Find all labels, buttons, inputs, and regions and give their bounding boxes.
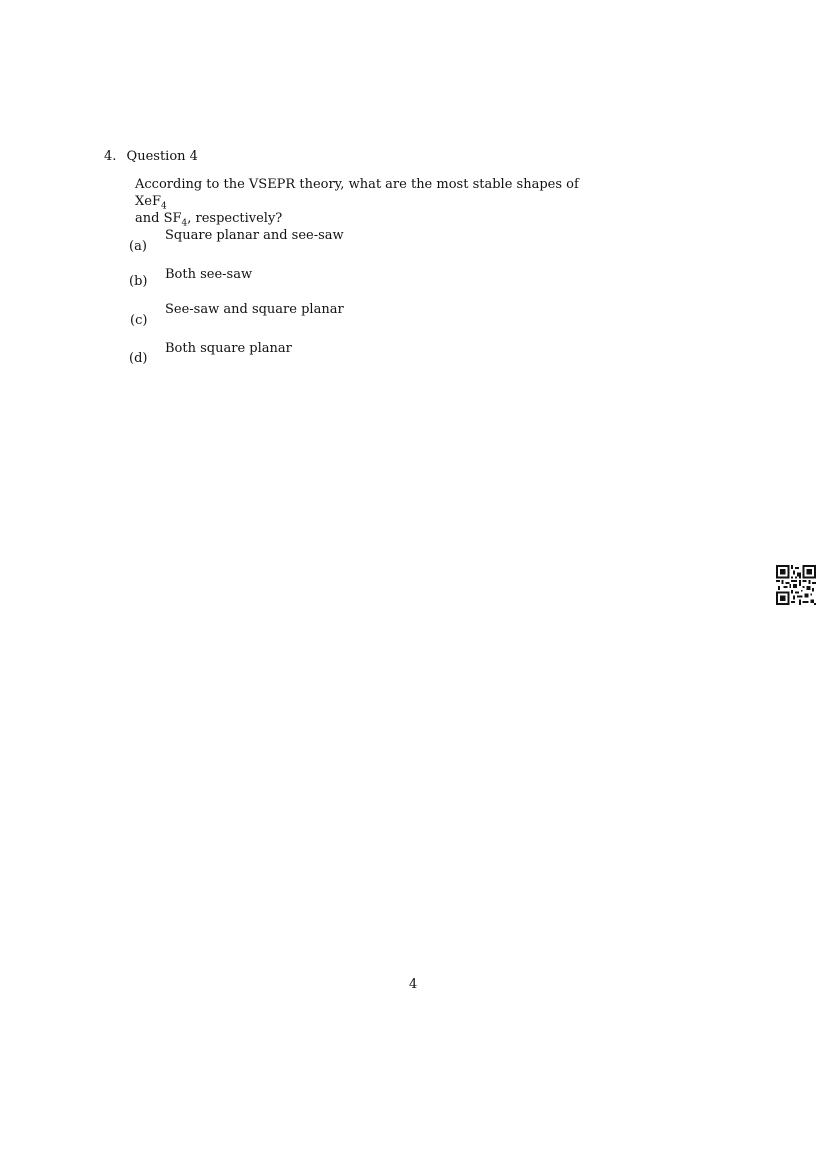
option-label-c[interactable]: (c) xyxy=(130,313,148,328)
option-text-a[interactable]: Square planar and see-saw xyxy=(165,228,344,243)
option-text-c[interactable]: See-saw and square planar xyxy=(165,302,344,317)
question-heading xyxy=(104,149,198,165)
option-text-b[interactable]: Both see-saw xyxy=(165,267,253,282)
option-label-b[interactable]: (b) xyxy=(129,274,148,289)
question-number: 4. xyxy=(104,149,117,164)
qr-code-icon[interactable] xyxy=(776,565,816,605)
page-number: 4 xyxy=(409,977,418,992)
question-text-line1: According to the VSEPR theory, what are the most stable shapes of XeF xyxy=(135,177,579,209)
question-subscript-sf4: 4 xyxy=(181,218,188,229)
option-text-d[interactable]: Both square planar xyxy=(165,341,292,356)
question-subscript-xef4: 4 xyxy=(160,201,167,212)
option-label-a[interactable]: (a) xyxy=(129,239,147,254)
question-text-line2: and SF xyxy=(135,211,182,226)
question-text-line2-end: , respectively? xyxy=(187,211,283,226)
question-title: Question 4 xyxy=(126,149,198,164)
option-label-d[interactable]: (d) xyxy=(129,351,148,366)
question-text xyxy=(135,176,605,227)
